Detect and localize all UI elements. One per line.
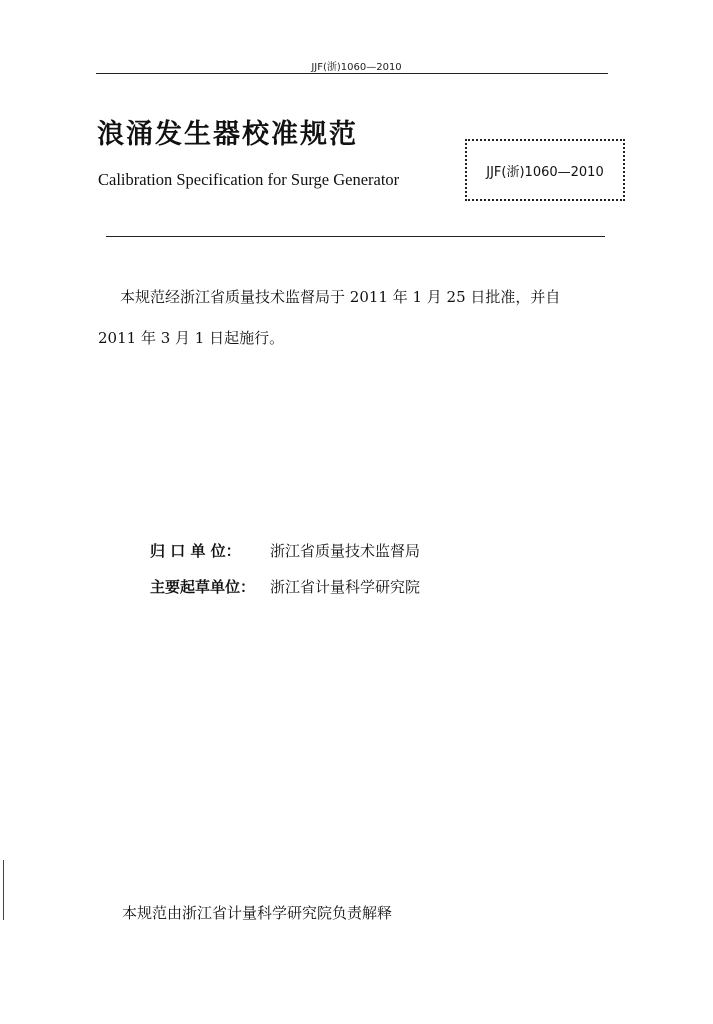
responsible-unit-row — [150, 540, 420, 561]
title-chinese: 浪涌发生器校准规范 — [97, 119, 358, 150]
interpretation-note: 本规范由浙江省计量科学研究院负责解释 — [122, 904, 393, 922]
section-rule — [106, 236, 605, 237]
title-english: Calibration Specification for Surge Generator — [98, 170, 400, 189]
standard-code-box — [465, 139, 625, 201]
approval-line-2: 2011 年 3 月 1 日起施行。 — [98, 329, 285, 347]
scan-edge-mark — [3, 860, 4, 920]
drafting-unit-label: 主要起草单位： — [150, 578, 256, 596]
drafting-unit-value: 浙江省计量科学研究院 — [270, 578, 421, 596]
standard-code-box-text: JJF(浙)1060—2010 — [486, 165, 604, 180]
drafting-unit-row — [150, 576, 420, 597]
responsible-unit-label: 归 口 单 位： — [150, 542, 241, 560]
header-standard-code: JJF(浙)1060—2010 — [311, 62, 402, 73]
responsible-unit-value: 浙江省质量技术监督局 — [270, 542, 421, 560]
approval-line-1: 本规范经浙江省质量技术监督局于 2011 年 1 月 25 日批准，并自 — [120, 288, 561, 306]
header-rule — [96, 73, 608, 74]
